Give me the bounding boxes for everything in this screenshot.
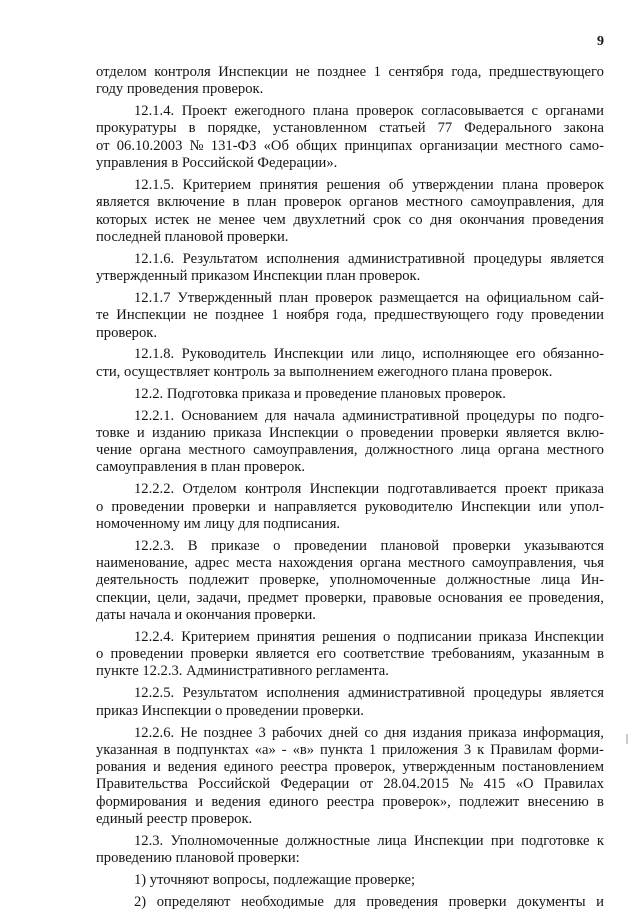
- paragraph: [96, 408, 604, 477]
- text-line: проведению плановой проверки:: [96, 850, 300, 867]
- text-line: году проведения проверок.: [96, 81, 264, 98]
- paragraph: [96, 251, 604, 286]
- text-line: рования и ведения единого реестра проверок, утвержденным постановлением: [96, 759, 604, 776]
- paragraph: [96, 685, 604, 720]
- text-line: которых истек не менее чем двухлетний срок со дня окончания проведения: [96, 211, 604, 228]
- paragraph: [96, 64, 604, 99]
- text-line: самоуправления в план проверок.: [96, 459, 306, 476]
- text-line: сти, осуществляет контроль за выполнением ежегодного плана проверок.: [96, 363, 553, 380]
- paragraph: [96, 346, 604, 381]
- text-line: наименование, адрес места нахождения органа местного самоуправления, чья: [96, 555, 604, 572]
- text-line: управления в Российской Федерации».: [96, 155, 338, 172]
- text-line: номоченному им лицу для подписания.: [96, 515, 341, 532]
- paragraph: [96, 386, 604, 403]
- text-line: пункте 12.2.3. Административного регламента.: [96, 663, 389, 680]
- text-line: 12.2.5. Результатом исполнения административной процедуры является: [134, 685, 604, 702]
- text-line: даты начала и окончания проверки.: [96, 606, 316, 623]
- text-line: деятельность подлежит проверке, уполномоченные должностные лица Ин-: [96, 572, 604, 589]
- paragraph: [96, 103, 604, 172]
- text-line: 12.2.3. В приказе о проведении плановой проверки указываются: [134, 537, 604, 554]
- text-line: чение органа местного самоуправления, должностного лица органа местного: [96, 442, 604, 459]
- text-line: 12.2.1. Основанием для начала административной процедуры по подго-: [134, 407, 604, 424]
- text-line: 12.1.5. Критерием принятия решения об утверждении плана проверок: [134, 176, 604, 193]
- text-line: 12.2.6. Не позднее 3 рабочих дней со дня издания приказа информация,: [134, 724, 604, 741]
- text-line: 12.2. Подготовка приказа и проведение плановых проверок.: [134, 385, 506, 402]
- paragraph: [96, 725, 604, 829]
- paragraph: [96, 629, 604, 681]
- text-line: те Инспекции не позднее 1 ноября года, предшествующего году проведении: [96, 307, 604, 324]
- text-line: последней плановой проверки.: [96, 228, 289, 245]
- text-line: 12.1.6. Результатом исполнения административной процедуры является: [134, 250, 604, 267]
- text-line: утвержденный приказом Инспекции план проверок.: [96, 268, 421, 285]
- document-body: [96, 64, 604, 911]
- paragraph: [96, 538, 604, 624]
- text-line: отделом контроля Инспекции не позднее 1 сентября года, предшествующего: [96, 64, 604, 80]
- text-line: от 06.10.2003 № 131-ФЗ «Об общих принципах организации местного само-: [96, 137, 604, 154]
- text-line: 2) определяют необходимые для проведения проверки документы и: [134, 893, 604, 910]
- text-line: 12.2.4. Критерием принятия решения о подписании приказа Инспекции: [134, 628, 604, 645]
- text-line: 12.2.2. Отделом контроля Инспекции подготавливается проект приказа: [134, 481, 604, 498]
- text-line: о проведении проверки и направляется руководителю Инспекции или упол-: [96, 498, 604, 515]
- text-line: 12.1.8. Руководитель Инспекции или лицо, исполняющее его обязанно-: [134, 346, 604, 363]
- text-line: о проведении проверки является его соответствие требованиям, указанным в: [96, 646, 604, 663]
- text-line: является включение в план проверок органов местного самоуправления, для: [96, 194, 604, 211]
- text-line: 12.1.4. Проект ежегодного плана проверок согласовывается с органами: [134, 103, 604, 120]
- scan-artifact: [626, 734, 628, 744]
- text-line: приказ Инспекции о проведении проверки.: [96, 702, 364, 719]
- paragraph: [96, 833, 604, 868]
- paragraph: [96, 481, 604, 533]
- text-line: 12.1.7 Утвержденный план проверок размещается на официальном сай-: [134, 289, 604, 306]
- paragraph: [96, 872, 604, 889]
- text-line: проверок.: [96, 324, 158, 341]
- paragraph: [96, 177, 604, 246]
- text-line: товке и изданию приказа Инспекции о проведении проверки является вклю-: [96, 424, 604, 441]
- page-number: 9: [597, 34, 604, 49]
- text-line: прокуратуры в порядке, установленном статьей 77 Федерального закона: [96, 120, 604, 137]
- text-line: 12.3. Уполномоченные должностные лица Инспекции при подготовке к: [134, 832, 604, 849]
- text-line: формирования и ведения единого реестра проверок», подлежит внесению в: [96, 793, 604, 810]
- text-line: единый реестр проверок.: [96, 811, 253, 827]
- text-line: Правительства Российской Федерации от 28.04.2015 № 415 «О Правилах: [96, 776, 604, 793]
- text-line: указанная в подпунктах «а» - «в» пункта 1 приложения 3 к Правилам форми-: [96, 741, 604, 758]
- paragraph: [96, 290, 604, 342]
- text-line: спекции, цели, задачи, предмет проверки, правовые основания ее проведения,: [96, 589, 604, 606]
- text-line: 1) уточняют вопросы, подлежащие проверке;: [134, 872, 416, 889]
- paragraph: [96, 894, 604, 911]
